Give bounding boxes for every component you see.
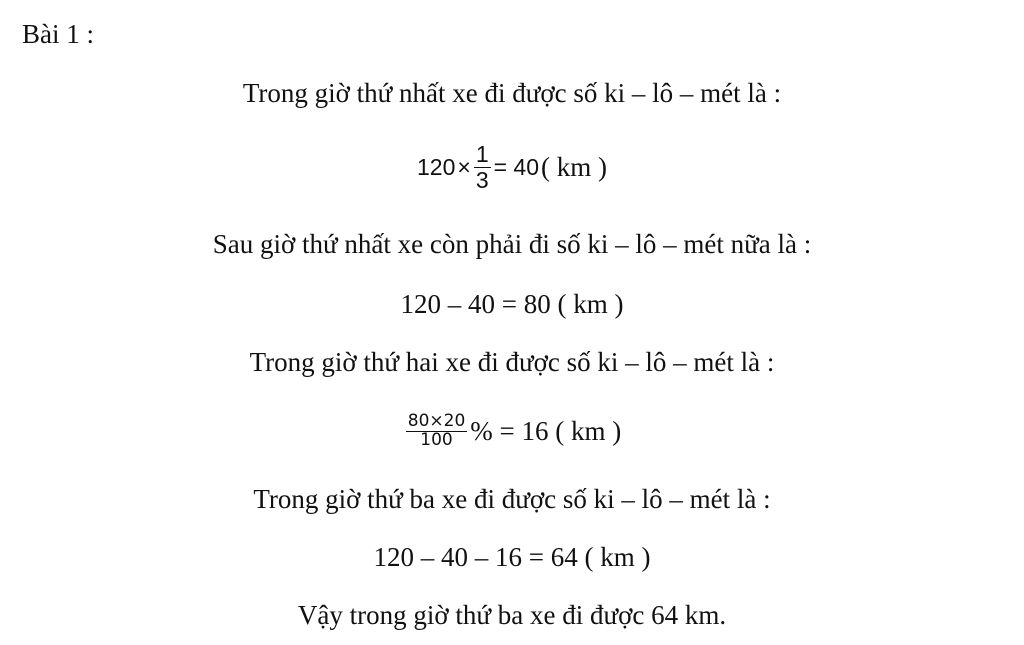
step3-rest: % = 16 ( km ) bbox=[470, 415, 622, 446]
step1-operand: 120 bbox=[417, 153, 456, 180]
step1-text: Trong giờ thứ nhất xe đi được số ki – lô – mét là : bbox=[242, 78, 782, 108]
step3-expression bbox=[0, 400, 1024, 462]
step3-fraction bbox=[406, 410, 468, 450]
exercise-heading: Bài 1 : bbox=[22, 19, 94, 49]
step2-text: Sau giờ thứ nhất xe còn phải đi số ki – lô – mét nữa là : bbox=[212, 229, 812, 259]
step3-fraction-numerator: 80×20 bbox=[407, 410, 466, 431]
step1-expression bbox=[0, 136, 1024, 198]
step3-fraction-denominator: 100 bbox=[420, 429, 453, 450]
step1-fraction bbox=[474, 142, 491, 191]
step1-fraction-denominator: 3 bbox=[475, 166, 489, 193]
step4-text: Trong giờ thứ ba xe đi được số ki – lô – mét là : bbox=[253, 484, 771, 514]
step3-text: Trong giờ thứ hai xe đi được số ki – lô – mét là : bbox=[249, 347, 775, 377]
conclusion-text: Vậy trong giờ thứ ba xe đi được 64 km. bbox=[297, 600, 727, 630]
step1-fraction-numerator: 1 bbox=[475, 141, 489, 168]
step1-unit: ( km ) bbox=[541, 151, 607, 182]
step1-result: = 40 bbox=[493, 153, 540, 180]
step4-expression: 120 – 40 – 16 = 64 ( km ) bbox=[373, 542, 651, 572]
times-symbol: × bbox=[457, 153, 471, 180]
step2-expression: 120 – 40 = 80 ( km ) bbox=[400, 289, 624, 319]
